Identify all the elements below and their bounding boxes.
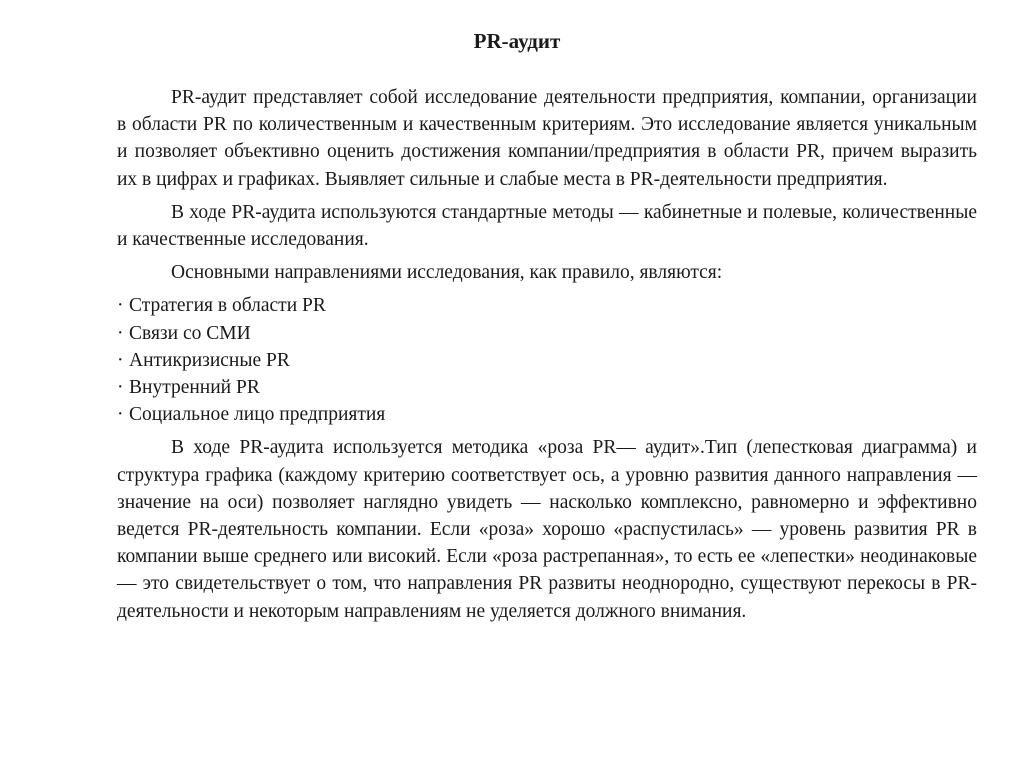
bullet-icon: · — [117, 404, 124, 426]
list-item — [117, 292, 977, 319]
list-item — [117, 401, 977, 428]
directions-list — [117, 292, 977, 428]
bullet-icon: · — [117, 322, 124, 344]
paragraph-rose-method: В ходе PR-аудита используется методика «роза PR— аудит».Тип (лепестковая диаграмма) и структура графика (каждому критерию соответствует ось, а уровню развития данного направления — значение на оси) позволяет наглядно увидеть — насколько комплексно, равномерно и эффективно ведется PR-деятельность компании. Если «роза» хорошо «распустилась» — уровень развития PR в компании выше среднего или високий. Если «роза растрепанная», то есть ее «лепестки» неодинаковые — это свидетельствует о том, что направления PR развиты неоднородно, существуют перекосы в PR-деятельности и некоторым направлениям не уделяется должного внимания. — [117, 437, 977, 622]
bullet-icon: · — [117, 377, 124, 399]
bullet-icon: · — [117, 295, 124, 317]
list-item-label: Связи со СМИ — [129, 322, 251, 344]
list-item-label: Внутренний PR — [129, 377, 260, 399]
paragraph-methods: В ходе PR-аудита используются стандартные методы — кабинетные и полевые, количественные и качественные исследования. — [117, 201, 977, 251]
page-title: PR-аудит — [473, 29, 561, 53]
list-item — [117, 320, 977, 347]
document-page — [117, 28, 977, 631]
list-item — [117, 347, 977, 374]
paragraph-directions-intro: Основными направлениями исследования, как правило, являются: — [171, 262, 723, 284]
list-item-label: Антикризисные PR — [129, 349, 290, 371]
list-item-label: Социальное лицо предприятия — [129, 404, 386, 426]
paragraph-intro: PR-аудит представляет собой исследование деятельности предприятия, компании, организации в области PR по количественным и качественным критериям. Это исследование является уникальным и позволяет объективно оценить достижения компании/предприятия в области PR, причем выразить их в цифрах и графиках. Выявляет сильные и слабые места в PR-деятельности предприятия. — [117, 87, 977, 190]
list-item — [117, 374, 977, 401]
bullet-icon: · — [117, 349, 124, 371]
list-item-label: Стратегия в области PR — [129, 295, 326, 317]
